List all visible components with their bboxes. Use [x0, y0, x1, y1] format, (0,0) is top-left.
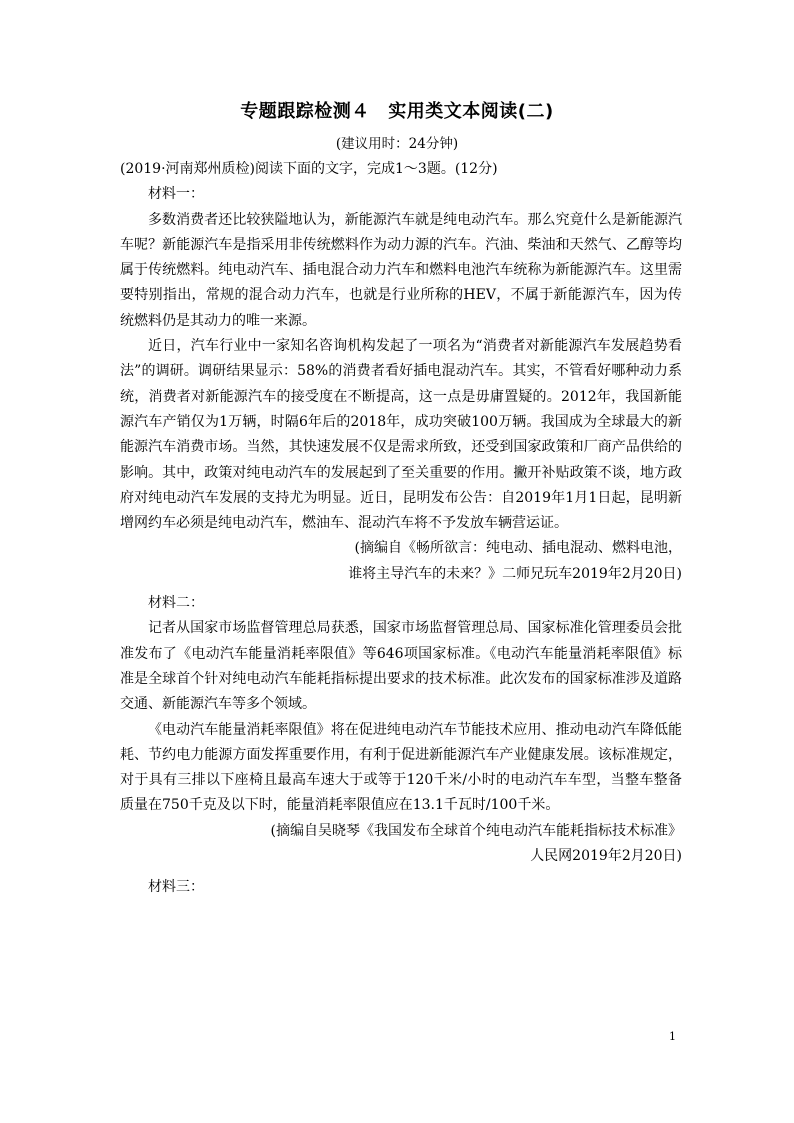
material1-label: 材料一：: [148, 186, 204, 203]
material1-paragraph-2: 近日，汽车行业中一家知名咨询机构发起了一项名为“消费者对新能源汽车发展趋势看法”的调研。调研结果显示：58%的消费者看好插电混动汽车。其实，不管看好哪种动力系统，消费者对新能源汽车的接受度在不断提高，这一点是毋庸置疑的。2012年，我国新能源汽车产销仅为1万辆，时隔6年后的2018年，成功突破100万辆。我国成为全球最大的新能源汽车消费市场。当然，其快速发展不仅是需求所致，还受到国家政策和厂商产品供给的影响。其中，政策对纯电动汽车的发展起到了至关重要的作用。撇开补贴政策不谈，地方政府对纯电动汽车发展的支持尤为明显。近日，昆明发布公告：自2019年1月1日起，昆明新增网约车必须是纯电动汽车，燃油车、混动汽车将不予发放车辆营运证。: [120, 338, 682, 532]
material2-source-line-1: (摘编自吴晓琴《我国发布全球首个纯电动汽车能耗指标技术标准》: [270, 822, 682, 839]
material1-source-line-2: 谁将主导汽车的未来？》二师兄玩车2019年2月20日): [348, 565, 682, 582]
document-title: 专题跟踪检测４ 实用类文本阅读(二): [240, 101, 554, 122]
material2-label: 材料二：: [148, 595, 204, 612]
material1-paragraph-1: 多数消费者还比较狭隘地认为，新能源汽车就是纯电动汽车。那么究竟什么是新能源汽车呢？新能源汽车是指采用非传统燃料作为动力源的汽车。汽油、柴油和天然气、乙醇等均属于传统燃料。纯电动汽车、插电混合动力汽车和燃料电池汽车统称为新能源汽车。这里需要特别指出，常规的混合动力汽车，也就是行业所称的HEV，不属于新能源汽车，因为传统燃料仍是其动力的唯一来源。: [120, 211, 682, 329]
page-number: 1: [669, 1030, 676, 1043]
material3-label: 材料三：: [148, 879, 204, 896]
question-intro: (2019·河南郑州质检)阅读下面的文字，完成1～3题。(12分): [120, 161, 498, 177]
material2-paragraph-1: 记者从国家市场监督管理总局获悉，国家市场监督管理总局、国家标准化管理委员会批准发布了《电动汽车能量消耗率限值》等646项国家标准。《电动汽车能量消耗率限值》标准是全球首个针对纯电动汽车能耗指标提出要求的技术标准。此次发布的国家标准涉及道路交通、新能源汽车等多个领域。: [120, 620, 682, 713]
suggested-time: (建议用时：24分钟): [335, 136, 459, 152]
material1-source-line-1: (摘编自《畅所欲言：纯电动、插电混动、燃料电池，: [354, 540, 682, 557]
document-body: [120, 157, 682, 901]
material2-paragraph-2: 《电动汽车能量消耗率限值》将在促进纯电动汽车节能技术应用、推动电动汽车降低能耗、节约电力能源方面发挥重要作用，有利于促进新能源汽车产业健康发展。该标准规定，对于具有三排以下座椅且最高车速大于或等于120千米/小时的电动汽车车型，当整车整备质量在750千克及以下时，能量消耗率限值应在13.1千瓦时/100千米。: [120, 721, 682, 814]
material2-source-line-2: 人民网2019年2月20日): [530, 848, 682, 865]
